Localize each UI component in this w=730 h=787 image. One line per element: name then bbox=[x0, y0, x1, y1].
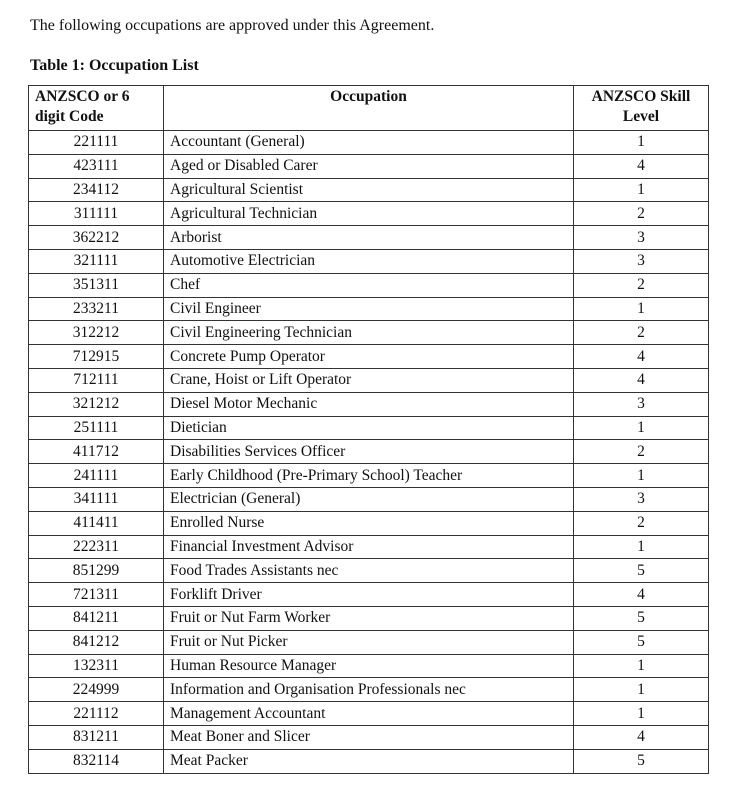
table-row bbox=[29, 321, 709, 345]
cell-code: 721311 bbox=[29, 583, 164, 607]
cell-code: 221112 bbox=[29, 702, 164, 726]
cell-code: 351311 bbox=[29, 273, 164, 297]
table-body bbox=[29, 131, 709, 774]
cell-skill-level: 2 bbox=[574, 273, 709, 297]
cell-code: 224999 bbox=[29, 678, 164, 702]
cell-code: 321111 bbox=[29, 249, 164, 273]
cell-skill-level: 2 bbox=[574, 440, 709, 464]
cell-occupation: Diesel Motor Mechanic bbox=[164, 392, 574, 416]
cell-occupation: Civil Engineering Technician bbox=[164, 321, 574, 345]
cell-code: 851299 bbox=[29, 559, 164, 583]
table-row bbox=[29, 154, 709, 178]
cell-skill-level: 3 bbox=[574, 226, 709, 250]
table-header-row bbox=[29, 86, 709, 131]
table-row bbox=[29, 178, 709, 202]
cell-skill-level: 4 bbox=[574, 345, 709, 369]
table-row bbox=[29, 559, 709, 583]
cell-code: 222311 bbox=[29, 535, 164, 559]
cell-skill-level: 4 bbox=[574, 725, 709, 749]
cell-code: 341111 bbox=[29, 487, 164, 511]
cell-code: 311111 bbox=[29, 202, 164, 226]
cell-code: 312212 bbox=[29, 321, 164, 345]
cell-code: 234112 bbox=[29, 178, 164, 202]
table-row bbox=[29, 416, 709, 440]
table-row bbox=[29, 273, 709, 297]
cell-occupation: Food Trades Assistants nec bbox=[164, 559, 574, 583]
cell-skill-level: 5 bbox=[574, 559, 709, 583]
cell-occupation: Electrician (General) bbox=[164, 487, 574, 511]
cell-skill-level: 1 bbox=[574, 678, 709, 702]
cell-code: 362212 bbox=[29, 226, 164, 250]
table-row bbox=[29, 345, 709, 369]
header-occupation: Occupation bbox=[164, 86, 574, 131]
header-code: ANZSCO or 6 digit Code bbox=[29, 86, 164, 131]
cell-code: 411712 bbox=[29, 440, 164, 464]
table-row bbox=[29, 226, 709, 250]
table-row bbox=[29, 702, 709, 726]
cell-skill-level: 2 bbox=[574, 321, 709, 345]
table-row bbox=[29, 487, 709, 511]
cell-skill-level: 1 bbox=[574, 131, 709, 155]
cell-occupation: Information and Organisation Professionals nec bbox=[164, 678, 574, 702]
cell-occupation: Accountant (General) bbox=[164, 131, 574, 155]
cell-skill-level: 4 bbox=[574, 368, 709, 392]
table-row bbox=[29, 464, 709, 488]
cell-code: 251111 bbox=[29, 416, 164, 440]
table-row bbox=[29, 440, 709, 464]
table-row bbox=[29, 202, 709, 226]
cell-skill-level: 5 bbox=[574, 606, 709, 630]
cell-skill-level: 1 bbox=[574, 535, 709, 559]
cell-occupation: Agricultural Scientist bbox=[164, 178, 574, 202]
cell-skill-level: 4 bbox=[574, 154, 709, 178]
cell-code: 841212 bbox=[29, 630, 164, 654]
cell-skill-level: 4 bbox=[574, 583, 709, 607]
table-row bbox=[29, 392, 709, 416]
cell-code: 221111 bbox=[29, 131, 164, 155]
cell-occupation: Human Resource Manager bbox=[164, 654, 574, 678]
cell-occupation: Meat Packer bbox=[164, 749, 574, 773]
table-row bbox=[29, 535, 709, 559]
cell-occupation: Concrete Pump Operator bbox=[164, 345, 574, 369]
cell-skill-level: 2 bbox=[574, 511, 709, 535]
cell-code: 423111 bbox=[29, 154, 164, 178]
table-caption: Table 1: Occupation List bbox=[30, 57, 199, 74]
cell-occupation: Arborist bbox=[164, 226, 574, 250]
cell-skill-level: 1 bbox=[574, 702, 709, 726]
table-row bbox=[29, 249, 709, 273]
cell-code: 841211 bbox=[29, 606, 164, 630]
table-row bbox=[29, 606, 709, 630]
cell-code: 132311 bbox=[29, 654, 164, 678]
cell-code: 712111 bbox=[29, 368, 164, 392]
cell-occupation: Automotive Electrician bbox=[164, 249, 574, 273]
cell-occupation: Chef bbox=[164, 273, 574, 297]
cell-skill-level: 3 bbox=[574, 487, 709, 511]
table-row bbox=[29, 654, 709, 678]
cell-skill-level: 1 bbox=[574, 464, 709, 488]
cell-occupation: Forklift Driver bbox=[164, 583, 574, 607]
cell-occupation: Civil Engineer bbox=[164, 297, 574, 321]
cell-code: 241111 bbox=[29, 464, 164, 488]
cell-occupation: Aged or Disabled Carer bbox=[164, 154, 574, 178]
cell-occupation: Financial Investment Advisor bbox=[164, 535, 574, 559]
cell-occupation: Fruit or Nut Picker bbox=[164, 630, 574, 654]
table-row bbox=[29, 583, 709, 607]
table-row bbox=[29, 131, 709, 155]
table-row bbox=[29, 511, 709, 535]
intro-paragraph: The following occupations are approved under this Agreement. bbox=[30, 17, 435, 34]
table-row bbox=[29, 368, 709, 392]
cell-skill-level: 3 bbox=[574, 392, 709, 416]
table-row bbox=[29, 725, 709, 749]
table-row bbox=[29, 678, 709, 702]
cell-code: 832114 bbox=[29, 749, 164, 773]
cell-occupation: Meat Boner and Slicer bbox=[164, 725, 574, 749]
cell-skill-level: 1 bbox=[574, 416, 709, 440]
cell-occupation: Disabilities Services Officer bbox=[164, 440, 574, 464]
cell-skill-level: 1 bbox=[574, 178, 709, 202]
cell-occupation: Agricultural Technician bbox=[164, 202, 574, 226]
cell-code: 712915 bbox=[29, 345, 164, 369]
cell-occupation: Fruit or Nut Farm Worker bbox=[164, 606, 574, 630]
cell-skill-level: 5 bbox=[574, 630, 709, 654]
cell-skill-level: 3 bbox=[574, 249, 709, 273]
cell-code: 233211 bbox=[29, 297, 164, 321]
cell-occupation: Enrolled Nurse bbox=[164, 511, 574, 535]
table-row bbox=[29, 749, 709, 773]
cell-skill-level: 5 bbox=[574, 749, 709, 773]
cell-code: 321212 bbox=[29, 392, 164, 416]
cell-occupation: Dietician bbox=[164, 416, 574, 440]
occupation-table bbox=[28, 85, 709, 774]
header-skill-level: ANZSCO Skill Level bbox=[574, 86, 709, 131]
cell-occupation: Management Accountant bbox=[164, 702, 574, 726]
cell-code: 411411 bbox=[29, 511, 164, 535]
cell-skill-level: 1 bbox=[574, 297, 709, 321]
cell-skill-level: 2 bbox=[574, 202, 709, 226]
table-row bbox=[29, 630, 709, 654]
cell-occupation: Early Childhood (Pre-Primary School) Teacher bbox=[164, 464, 574, 488]
cell-skill-level: 1 bbox=[574, 654, 709, 678]
cell-code: 831211 bbox=[29, 725, 164, 749]
table-row bbox=[29, 297, 709, 321]
cell-occupation: Crane, Hoist or Lift Operator bbox=[164, 368, 574, 392]
